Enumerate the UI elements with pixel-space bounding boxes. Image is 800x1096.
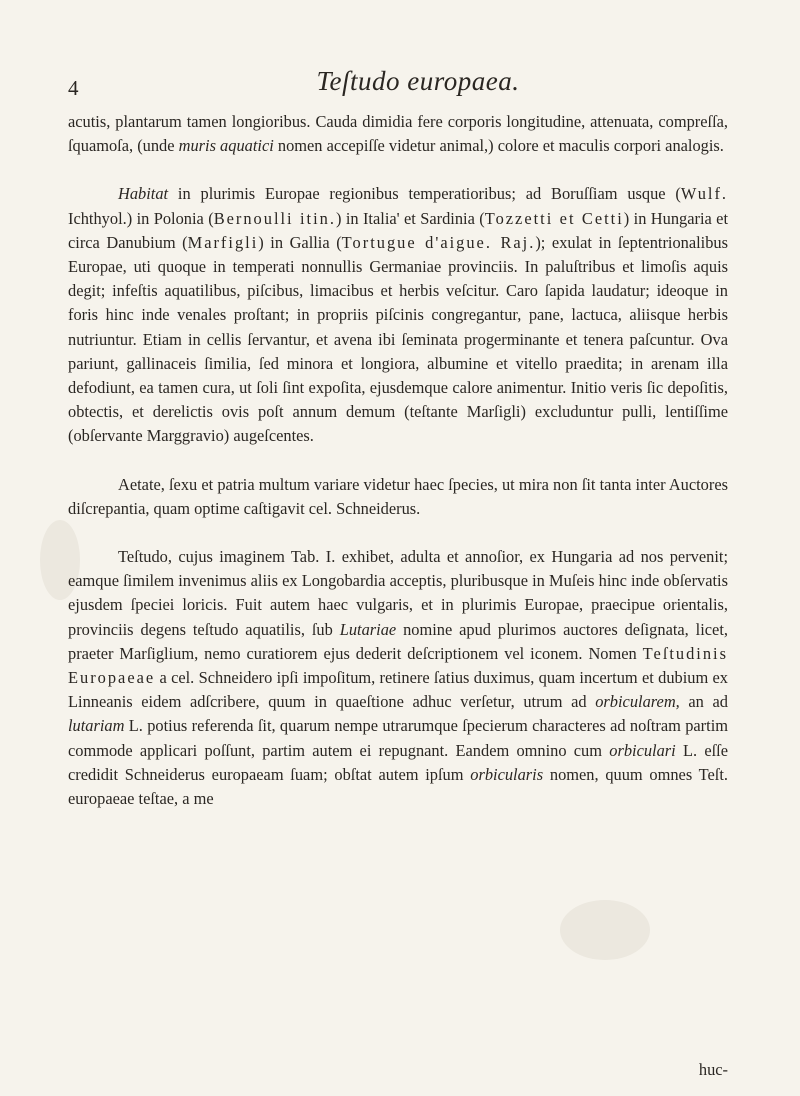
italic-term: Habitat [118, 184, 169, 204]
spaced-name: Teſtudinis Europaeae [68, 643, 728, 688]
spaced-name: Bernoulli itin. [213, 208, 336, 228]
text-run: in plurimis Europae regionibus temperatioribus; ad Boruſſiam usque ( [168, 184, 681, 204]
text-run: acutis, plantarum tamen longioribus. Cauda dimidia fere corporis longitudine, attenuata, compreſſa, ſquamoſa, (unde [68, 112, 728, 156]
paragraph-4 [68, 545, 728, 811]
body-text [68, 110, 728, 811]
text-run: Aetate, ſexu et patria multum variare videtur haec ſpecies, ut mira non ſit tanta inter Auctores diſcrepantia, quam optime caſtigavit cel. Schneiderus. [68, 474, 728, 518]
paper-stain [560, 900, 650, 960]
text-run: nomen, quum omnes Teſt. europaeae teſtae, a me [68, 764, 729, 809]
text-run: L. eſſe credidit Schneiderus europaeam ſuam; obſtat autem ipſum [68, 740, 728, 784]
text-run: nomen accepiſſe videtur animal,) colore et maculis corpori analogis. [273, 136, 724, 156]
text-run: nomine apud plurimos auctores deſignata, licet, praeter Marſiglium, nemo curatiorem ejus dederit deſcriptionem vel iconem. Nomen [68, 619, 728, 663]
text-run: a cel. Schneidero ipſi impoſitum, retinere ſatius duximus, quam incertum et dubium ex Linneanis eidem adſcribere, quum in quaeſtione adhuc verſetur, utrum ad [68, 668, 728, 712]
italic-term: lutariam [68, 716, 125, 736]
spaced-name: Tozzetti et Cetti [484, 208, 624, 228]
page-number: 4 [68, 76, 79, 100]
spaced-name: Marfigli [187, 232, 259, 252]
paragraph-2 [68, 182, 728, 448]
text-run: Teſtudo, cujus imaginem Tab. I. exhibet, adulta et annoſior, ex Hungaria ad nos pervenit; eamque ſimilem invenimus aliis ex Longobardia acceptis, pluribusque in Muſeis hinc inde obſervatis ejusdem ſpeciei loricis. Fuit autem haec vulgaris, et in plurimis Europae, praecipue orientalis, provinciis degens teſtudo aquatilis, ſub [68, 547, 728, 639]
running-title: Teſtudo europaea. [316, 66, 520, 96]
paragraph-1 [68, 110, 728, 158]
spaced-name: Wulf. [680, 184, 728, 204]
italic-term: orbiculari [609, 740, 676, 760]
text-run: ) in Hungaria et circa Danubium ( [68, 208, 729, 252]
text-run: ) in Italia' et Sardinia ( [335, 208, 485, 228]
text-run: Ichthyol.) in Polonia ( [68, 208, 214, 228]
paragraph-3 [68, 473, 728, 521]
italic-term: muris aquatici [178, 136, 274, 156]
italic-term: Lutariae [339, 619, 397, 639]
italic-term: orbicularem, [595, 692, 680, 712]
text-run: ) in Gallia ( [258, 232, 342, 252]
text-run: L. potius referenda ſit, quarum nempe utrarumque ſpecierum characteres ad noſtram partim commode applicari poſſunt, partim autem ei repugnant. Eandem omnino cum [68, 716, 728, 760]
text-run: ); exulat in ſeptentrionalibus Europae, uti quoque in temperati nonnullis Germaniae provinciis. In paluſtribus et limoſis aquis degit; infeſtis aquatilibus, piſcibus, limacibus et herbis veſcitur. Caro ſapida laudatur; ideoque in foris hinc inde venales proſtant; in propriis piſcinis congregantur, pane, lactuca, aliisque herbis nutriuntur. Etiam in cellis ſervantur, et avena ibi ſeminata progerminante et tenera paſcuntur. Ova pariunt, gallinaceis ſimilia, ſed minora et longiora, albumine et vitello praedita; in arenam illa defodiunt, ea tamen cura, ut ſoli ſint expoſita, ejusdemque calore animentur. Initio veris ſic depoſitis, obtectis, et derelictis ovis poſt annum demum (teſtante Marſigli) excluduntur pulli, lentiſſime (obſervante Marggravio) augeſcentes. [68, 232, 729, 446]
text-run: an ad [679, 692, 728, 712]
page-header [68, 66, 768, 106]
italic-term: orbicularis [470, 764, 544, 784]
spaced-name: Tortugue d'aigue. Raj. [341, 232, 536, 252]
catchword: huc- [698, 1060, 728, 1079]
